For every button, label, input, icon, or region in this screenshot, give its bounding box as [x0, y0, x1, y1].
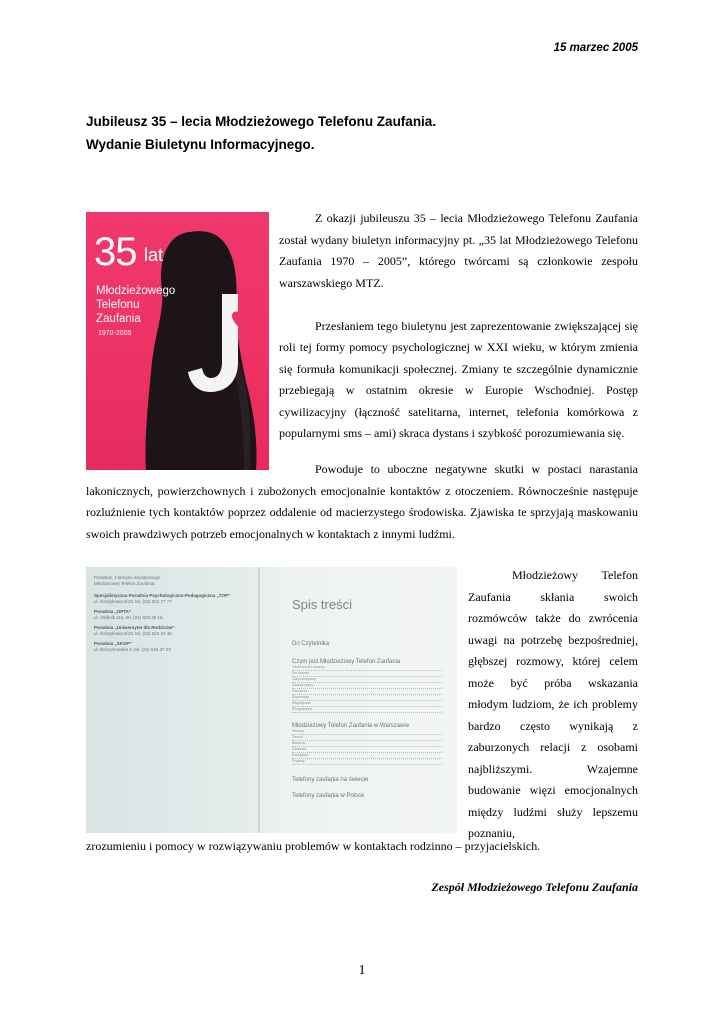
cover-line-2: Telefonu: [96, 299, 140, 311]
brochure-entry-name: Specjalistyczna Poradnia Psychologiczno-Pedagogiczna „TOP”: [94, 593, 231, 598]
toc-heading: Młodzieżowy Telefon Zaufania w Warszawie: [292, 723, 410, 729]
toc-item: Badania: [292, 741, 442, 747]
text-block-bottom: [86, 836, 638, 858]
paragraph-4-start: Młodzieżowy Telefon Zaufania skłania swoich rozmówców także do zwrócenia uwagi na potrzebę bezpośredniej, głębszej rozmowy, której celem może być próba wskazania młodym ludziom, że ich problemy bardzo często wynikają z zaburzonych relacji z osobami najbliższymi. Wzajemne budowanie więzi emocjonalnych między ludźmi służy lepszemu poznaniu,: [468, 568, 638, 840]
title-line-2: Wydanie Biuletynu Informacyjnego.: [86, 137, 315, 152]
toc-item: Jak pomagamy: [292, 677, 442, 683]
toc-item: Projekty: [292, 759, 442, 765]
text-block-side: [468, 565, 638, 845]
page-number: 1: [358, 963, 366, 978]
toc-item: Kto dzwoni: [292, 671, 442, 677]
toc-item: Superwizja: [292, 695, 442, 701]
signature: Zespół Młodzieżowego Telefonu Zaufania: [431, 880, 638, 894]
toc-item: Zespół: [292, 735, 442, 741]
brochure-contents-image: [86, 567, 457, 833]
toc-item: Publikacje: [292, 753, 442, 759]
cover-subtitle: [96, 284, 175, 326]
brochure-intro-line: Młodzieżowy Telefon Zaufania:: [94, 581, 156, 586]
brochure-left-page: [94, 575, 230, 653]
brochure-entry-name: Poradnia „OPTA”: [94, 609, 132, 614]
toc-heading: Do Czytelnika: [292, 641, 330, 647]
text-block-middle: [86, 459, 638, 545]
toc-item: Szkolenia: [292, 689, 442, 695]
toc-heading: Telefony zaufania na świecie: [292, 777, 369, 783]
toc-heading: Czym jest Młodzieżowy Telefon Zaufania: [292, 659, 401, 665]
brochure-entry-addr: ul. Okólnik 11a, tel. (22) 826 39 16: [94, 615, 163, 620]
brochure-entry-addr: ul. Borzymowska 4, tel. (22) 646 37 23: [94, 647, 171, 652]
brochure-entry-addr: ul. Koszykowa 8/10, tel. (22) 822 77 77: [94, 599, 172, 604]
paragraph-4-end: zrozumieniu i pomocy w rozwiązywaniu problemów w kontaktach rodzinno – przyjacielskich.: [86, 839, 541, 853]
brochure-entry-name: Poradnia „SKOP”: [94, 641, 132, 646]
cover-number: 35: [94, 230, 137, 274]
brochure-toc-title: Spis treści: [292, 597, 352, 612]
title-line-1: Jubileusz 35 – lecia Młodzieżowego Telefonu Zaufania.: [86, 114, 437, 129]
text-block-top: [279, 208, 638, 445]
toc-item: Perspektywy: [292, 707, 442, 713]
cover-line-1: Młodzieżowego: [96, 285, 176, 297]
document-title: [86, 110, 436, 156]
toc-item: Działania: [292, 747, 442, 753]
paragraph-2: Przesłaniem tego biuletynu jest zaprezentowanie zwiększającej się roli tej formy pomocy psychologicznej w XXI wieku, w którym zmienia się formuła komunikacji społecznej. Zmiany te szczególnie dynamicznie przebiegają w ostatnim okresie w Europie Wschodniej. Postęp cywilizacyjny (łączność satelitarna, internet, telefonia komórkowa z popularnymi sms – ami) skraca dystans i szybkość porozumiewania się.: [279, 318, 638, 440]
toc-heading: Telefony zaufania w Polsce: [292, 793, 365, 799]
bulletin-cover-image: [86, 212, 269, 470]
toc-item: Historia: [292, 729, 442, 735]
brochure-fold: [258, 567, 260, 833]
document-date: 15 marzec 2005: [553, 42, 638, 54]
cover-years: 1970-2005: [98, 330, 132, 337]
paragraph-1: Z okazji jubileuszu 35 – lecia Młodzieżowego Telefonu Zaufania został wydany biuletyn informacyjny pt. „35 lat Młodzieżowego Telefonu Zaufania 1970 – 2005”, którego twórcami są członkowie zespołu warszawskiego MTZ.: [279, 211, 638, 290]
brochure-entry-name: Poradnia „Uniwersytet dla Rodziców”: [94, 625, 175, 630]
brochure-entry-addr: ul. Koszykowa 8/10, tel. (22) 623 24 46: [94, 631, 172, 636]
brochure-toc: [292, 635, 442, 799]
toc-item: Okoliczności rozwoju: [292, 665, 442, 671]
toc-item: Zasady pracy: [292, 683, 442, 689]
paragraph-3: Powoduje to uboczne negatywne skutki w postaci narastania lakonicznych, powierzchownych i zubożonych emocjonalnie kontaktów z otoczeniem. Równocześnie następuje rozluźnienie tych kontaktów poprzez oddalenie od macierzystego środowiska. Zjawiska te sprzyjają maskowaniu swoich prawdziwych potrzeb emocjonalnych w kontaktach z innymi ludźmi.: [86, 462, 638, 541]
brochure-intro-line: Poradnie, z którymi współpracuje: [94, 575, 161, 580]
cover-line-3: Zaufania: [96, 313, 141, 325]
cover-lat: lat: [144, 245, 164, 265]
toc-item: Współpraca: [292, 701, 442, 707]
